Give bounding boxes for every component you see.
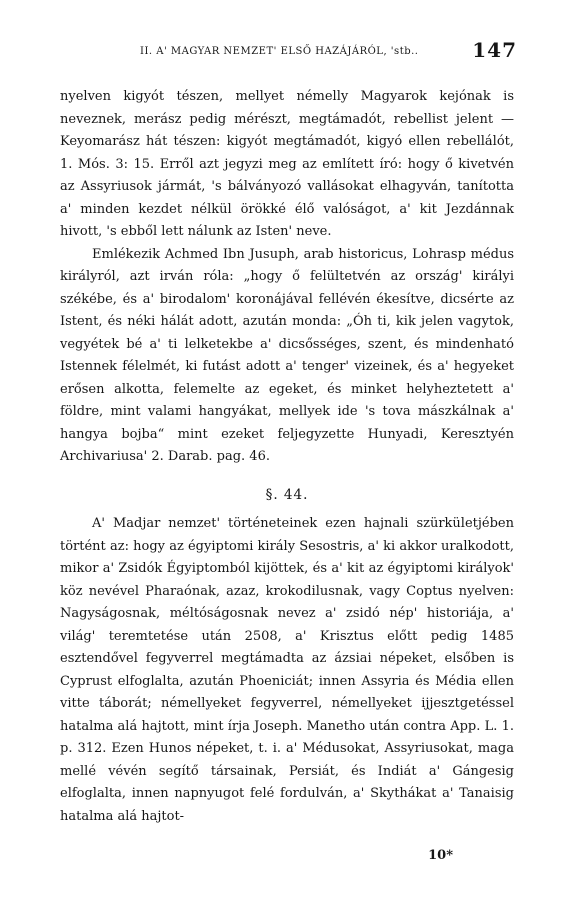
signature-mark: 10* bbox=[428, 848, 453, 863]
page-header bbox=[120, 38, 517, 64]
body-text bbox=[60, 86, 514, 828]
section-heading: §. 44. bbox=[265, 486, 309, 503]
running-head: II. A' MAGYAR NEMZET' ELSŐ HAZÁJÁRÓL, 'stb.. bbox=[140, 46, 419, 57]
page-number: 147 bbox=[472, 38, 517, 62]
paragraph-2: Emlékezik Achmed Ibn Jusuph, arab historicus, Lohrasp médus királyról, azt irván róla: „hogy ő felültetvén az ország' királyi székébe, és a' birodalom' koronájával fellévén ékesítve, dicsérte az Istent, és néki hálát adott, azután monda: „Óh ti, kik jelen vagytok, vegyétek bé a' ti lelketekbe a' dicsősséges, szent, és mindenható Istennek félelmét, ki futást adott a' tenger' vizeinek, és a' hegyeket erősen alkotta, felemelte az egeket, és minket helyheztetett a' földre, mint valami hangyákat, mellyek ide 's tova mászkálnak a' hangya bojba“ mint ezeket feljegyzette Hunyadi, Keresztyén Archivariusa' 2. Darab. pag. 46. bbox=[60, 246, 514, 464]
paragraph-3: A' Madjar nemzet' történeteinek ezen hajnali szürkületjében történt az: hogy az égyiptomi király Sesostris, a' ki akkor uralkodott, mikor a' Zsidók Égyiptomból kijöttek, és a' kit az égyiptomi királyok' köz nevével Pharaónak, azaz, krokodilusnak, vagy Coptus nyelven: Nagyságosnak, méltóságosnak nevez a' zsidó nép' historiája, a' világ' teremtetése után 2508, a' Krisztus előtt pedig 1485 esztendővel fegyverrel megtámadta az ázsiai népeket, elsőben is Cyprust elfoglalta, azután Phoeniciát; innen Assyria és Média ellen vitte táborát; némellyeket fegyverrel, némellyeket ijjesztgetéssel hatalma alá hajtott, mint írja Joseph. Manetho után contra App. L. 1. p. 312. Ezen Hunos népeket, t. i. a' Médusokat, Assyriusokat, maga mellé vévén segítő társainak, Persiát, és Indiát a' Gángesig elfoglalta, innen napnyugot felé fordulván, a' Skythákat a' Tanaisig hatalma alá hajtot- bbox=[60, 516, 514, 824]
paragraph-1: nyelven kigyót tészen, mellyet némelly Magyarok kejónak is neveznek, merász pedig mérészt, megtámadót, rebellist jelent — Keyomarász hát tészen: kigyót megtámadót, kigyó ellen rebellálót, 1. Mós. 3: 15. Erről azt jegyzi meg az említett író: hogy ő kivetvén az Assyriusok jármát, 's bálványozó vallásokat elhagyván, tanította a' minden kezdet nélkül örökké élő valóságot, a' kit Jezdánnak hivott, 's ebből lett nálunk az Isten' neve. bbox=[60, 89, 514, 239]
